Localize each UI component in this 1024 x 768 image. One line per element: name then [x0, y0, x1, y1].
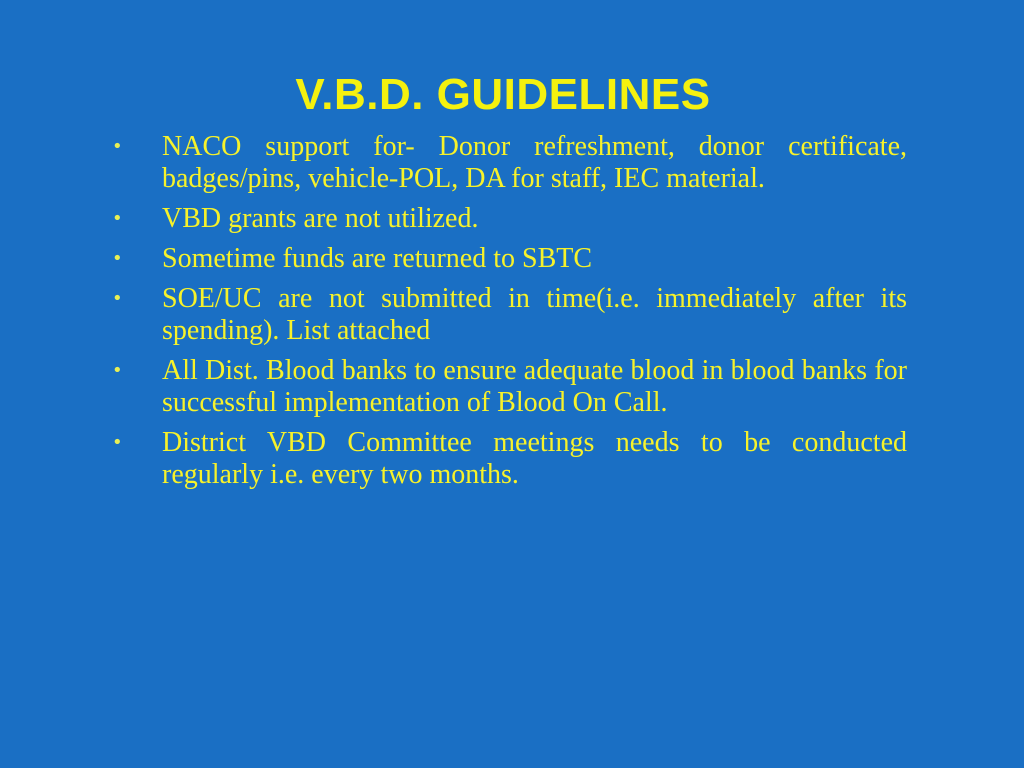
bullet-text: All Dist. Blood banks to ensure adequate blood in blood banks for successful implementation of Blood On Call. [162, 355, 907, 418]
slide-title: V.B.D. GUIDELINES [295, 70, 711, 119]
bullet-item [112, 203, 907, 235]
bullet-text: VBD grants are not utilized. [162, 203, 479, 234]
bullet-item [112, 243, 907, 275]
bullet-point-icon: • [112, 208, 123, 229]
bullet-item [112, 283, 907, 347]
bullet-text: Sometime funds are returned to SBTC [162, 243, 593, 274]
bullet-text: District VBD Committee meetings needs to be conducted regularly i.e. every two months. [162, 427, 907, 490]
bullet-item [112, 355, 907, 419]
bullet-text: SOE/UC are not submitted in time(i.e. immediately after its spending). List attached [162, 283, 907, 346]
bullet-item [112, 427, 907, 491]
bullet-item [112, 131, 907, 195]
bullet-point-icon: • [112, 136, 123, 157]
bullet-point-icon: • [112, 432, 123, 453]
bullet-point-icon: • [112, 288, 123, 309]
bullet-list [112, 131, 907, 499]
bullet-text: NACO support for- Donor refreshment, donor certificate, badges/pins, vehicle-POL, DA for staff, IEC material. [162, 131, 907, 194]
bullet-point-icon: • [112, 360, 123, 381]
bullet-point-icon: • [112, 248, 123, 269]
